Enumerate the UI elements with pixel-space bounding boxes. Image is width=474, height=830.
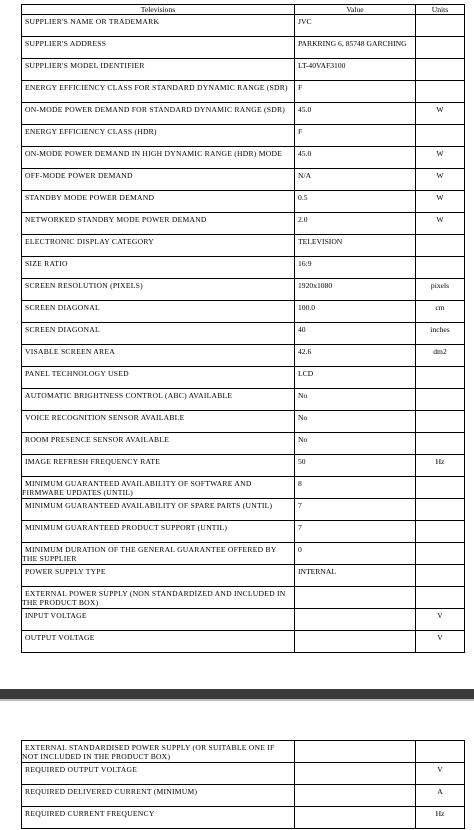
row-unit: W [416,191,465,213]
row-unit: W [416,213,465,235]
row-unit: cm [416,301,465,323]
table-row [22,345,465,367]
row-value: PARKRING 6, 85748 GARCHING [295,37,416,59]
table-row [22,411,465,433]
table-row [22,521,465,543]
row-unit: W [416,103,465,125]
row-value: No [295,411,416,433]
row-unit: A [416,785,465,807]
row-value: No [295,433,416,455]
row-label: INPUT VOLTAGE [22,609,295,631]
table-header-row [22,5,465,15]
table-row [22,279,465,301]
table-row [22,587,465,609]
row-value: 7 [295,521,416,543]
row-unit [416,433,465,455]
row-label: ON-MODE POWER DEMAND IN HIGH DYNAMIC RANGE (HDR) MODE [22,147,295,169]
row-unit: V [416,609,465,631]
page-break-bar [0,689,474,699]
page-break-shadow [0,699,474,701]
row-label: SUPPLIER'S MODEL IDENTIFIER [22,59,295,81]
table-row [22,499,465,521]
row-label: OFF-MODE POWER DEMAND [22,169,295,191]
row-value: 0 [295,543,416,565]
row-unit [416,411,465,433]
row-label: POWER SUPPLY TYPE [22,565,295,587]
table-row [22,15,465,37]
row-value: INTERNAL [295,565,416,587]
row-value: LT-40VAF3100 [295,59,416,81]
table-row [22,103,465,125]
table-row [22,389,465,411]
row-label: MINIMUM GUARANTEED PRODUCT SUPPORT (UNTIL) [22,521,295,543]
row-unit [416,125,465,147]
row-unit: Hz [416,455,465,477]
row-label: NETWORKED STANDBY MODE POWER DEMAND [22,213,295,235]
table-row [22,191,465,213]
row-value [295,785,416,807]
row-unit [416,235,465,257]
row-unit: W [416,169,465,191]
row-label: SCREEN RESOLUTION (PIXELS) [22,279,295,301]
row-value [295,587,416,609]
row-unit [416,367,465,389]
row-unit [416,521,465,543]
table-row [22,455,465,477]
row-label: EXTERNAL STANDARDISED POWER SUPPLY (OR SUITABLE ONE IF NOT INCLUDED IN THE PRODUCT BOX) [22,741,295,763]
row-value [295,609,416,631]
row-unit [416,741,465,763]
table-row [22,169,465,191]
row-unit [416,587,465,609]
table-row [22,609,465,631]
row-unit [416,81,465,103]
row-value: 50 [295,455,416,477]
table-row [22,81,465,103]
table-row [22,807,465,829]
row-value: F [295,125,416,147]
row-value [295,631,416,653]
row-value: 8 [295,477,416,499]
row-label: ENERGY EFFICIENCY CLASS (HDR) [22,125,295,147]
row-unit [416,499,465,521]
table-row [22,367,465,389]
row-value: LCD [295,367,416,389]
header-televisions: Televisions [22,5,295,15]
row-label: SCREEN DIAGONAL [22,301,295,323]
table-row [22,235,465,257]
row-label: ENERGY EFFICIENCY CLASS FOR STANDARD DYNAMIC RANGE (SDR) [22,81,295,103]
row-label: OUTPUT VOLTAGE [22,631,295,653]
table-row [22,631,465,653]
row-label: MINIMUM GUARANTEED AVAILABILITY OF SPARE PARTS (UNTIL) [22,499,295,521]
row-label: SIZE RATIO [22,257,295,279]
row-unit [416,543,465,565]
row-value: 45.0 [295,147,416,169]
row-value: 42.6 [295,345,416,367]
row-label: PANEL TECHNOLOGY USED [22,367,295,389]
row-label: MINIMUM DURATION OF THE GENERAL GUARANTEE OFFERED BY THE SUPPLIER [22,543,295,565]
row-value [295,763,416,785]
table-row [22,59,465,81]
row-label: VISABLE SCREEN AREA [22,345,295,367]
row-value: 7 [295,499,416,521]
row-value [295,741,416,763]
row-label: REQUIRED OUTPUT VOLTAGE [22,763,295,785]
row-value: 100.0 [295,301,416,323]
row-value: N/A [295,169,416,191]
row-unit: inches [416,323,465,345]
product-info-table [21,4,465,653]
header-units: Units [416,5,465,15]
row-label: REQUIRED CURRENT FREQUENCY [22,807,295,829]
row-unit [416,15,465,37]
table-row [22,477,465,499]
row-label: VOICE RECOGNITION SENSOR AVAILABLE [22,411,295,433]
row-value: TELEVISION [295,235,416,257]
row-label: IMAGE REFRESH FREQUENCY RATE [22,455,295,477]
product-info-table-page-1 [21,4,464,653]
row-value: F [295,81,416,103]
row-unit: dm2 [416,345,465,367]
table-row [22,125,465,147]
row-label: EXTERNAL POWER SUPPLY (NON STANDARDİZED AND INCLUDED IN THE PRODUCT BOX) [22,587,295,609]
row-unit [416,389,465,411]
row-label: ROOM PRESENCE SENSOR AVAILABLE [22,433,295,455]
table-row [22,565,465,587]
row-label: ELECTRONIC DISPLAY CATEGORY [22,235,295,257]
row-label: SUPPLIER'S ADDRESS [22,37,295,59]
row-unit: V [416,763,465,785]
row-unit: Hz [416,807,465,829]
row-value: JVC [295,15,416,37]
row-unit [416,477,465,499]
row-unit: pixels [416,279,465,301]
row-unit: W [416,147,465,169]
row-unit [416,565,465,587]
row-unit [416,257,465,279]
table-row [22,741,465,763]
row-label: SCREEN DIAGONAL [22,323,295,345]
row-label: ON-MODE POWER DEMAND FOR STANDARD DYNAMIC RANGE (SDR) [22,103,295,125]
row-unit [416,59,465,81]
row-label: SUPPLIER'S NAME OR TRADEMARK [22,15,295,37]
row-label: MINIMUM GUARANTEED AVAILABILITY OF SOFTWARE AND FIRMWARE UPDATES (UNTIL) [22,477,295,499]
row-value: No [295,389,416,411]
row-unit [416,37,465,59]
row-label: REQUIRED DELIVERED CURRENT (MINIMUM) [22,785,295,807]
table-row [22,147,465,169]
table-row [22,213,465,235]
row-unit: V [416,631,465,653]
row-value: 16:9 [295,257,416,279]
table-row [22,543,465,565]
row-value [295,807,416,829]
table-row [22,37,465,59]
row-value: 0.5 [295,191,416,213]
table-row [22,433,465,455]
row-value: 45.0 [295,103,416,125]
row-value: 40 [295,323,416,345]
row-value: 1920x1080 [295,279,416,301]
table-row [22,763,465,785]
row-label: STANDBY MODE POWER DEMAND [22,191,295,213]
table-row [22,785,465,807]
product-info-table-continued [21,740,465,829]
table-row [22,323,465,345]
header-value: Value [295,5,416,15]
table-row [22,257,465,279]
row-value: 2.0 [295,213,416,235]
table-row [22,301,465,323]
row-label: AUTOMATIC BRIGHTNESS CONTROL (ABC) AVAILABLE [22,389,295,411]
product-info-table-page-2 [21,740,464,829]
